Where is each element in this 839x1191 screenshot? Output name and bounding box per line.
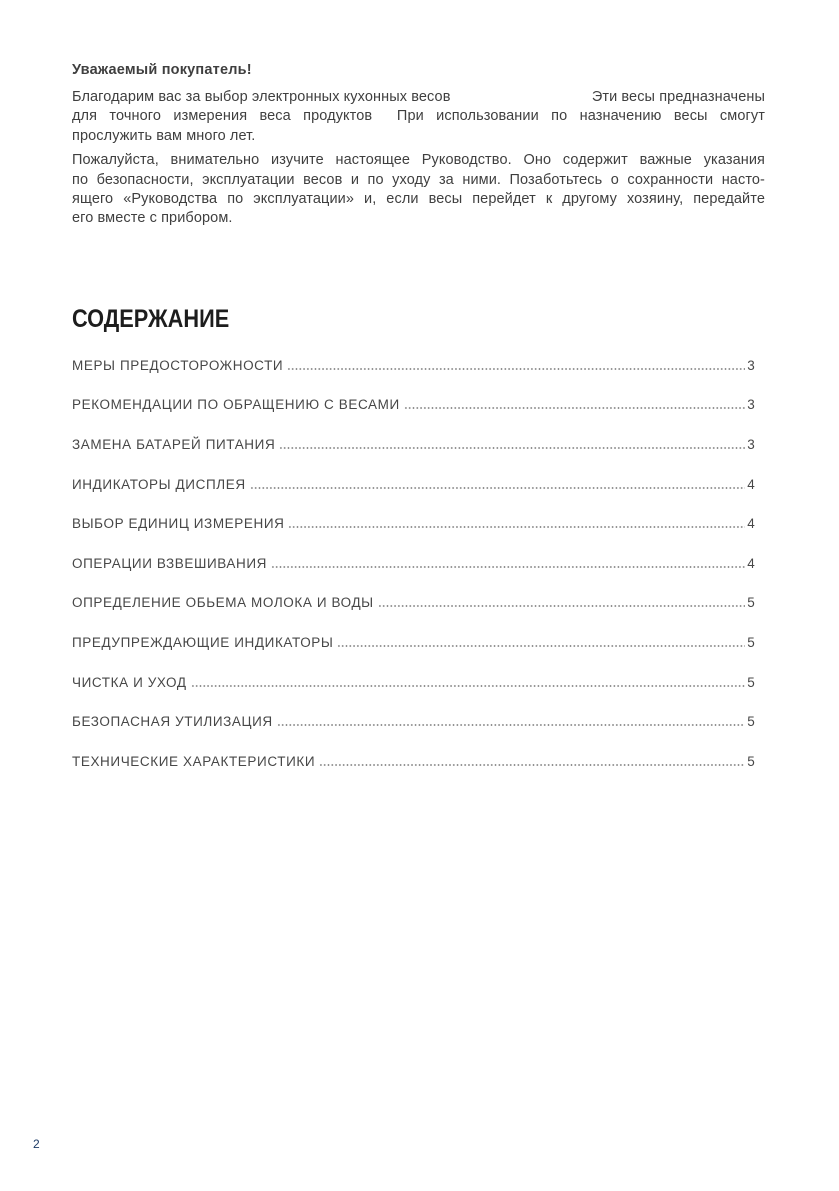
- toc-entry-label: ВЫБОР ЕДИНИЦ ИЗМЕРЕНИЯ: [72, 516, 285, 532]
- toc-entry: [72, 594, 755, 634]
- intro-paragraph-1: [72, 88, 765, 146]
- toc-entry: [72, 476, 755, 516]
- toc-leader-dots: [279, 447, 745, 449]
- toc-entry-page: 5: [747, 595, 755, 611]
- toc-title: СОДЕРЖАНИЕ: [72, 304, 230, 333]
- paragraph-line: по безопасности, эксплуатации весов и по уходу за ними. Позаботьтесь о сохранности насто-: [72, 171, 765, 188]
- paragraph-line: для точного измерения веса продуктов При использовании по назначению весы смогут: [72, 108, 765, 125]
- toc-leader-dots: [287, 368, 745, 370]
- toc-entry: [72, 634, 755, 674]
- greeting-heading: Уважаемый покупатель!: [72, 62, 252, 78]
- toc-entry: [72, 674, 755, 714]
- toc-entry-page: 5: [747, 635, 755, 650]
- paragraph-line: Пожалуйста, внимательно изучите настоящее Руководство. Оно содержит важные указания: [72, 152, 765, 169]
- toc-entry-label: ПРЕДУПРЕЖДАЮЩИЕ ИНДИКАТОРЫ: [72, 635, 334, 650]
- paragraph-line: ящего «Руководства по эксплуатации» и, если весы перейдет к другому хозяину, передайте: [72, 191, 765, 208]
- toc-leader-dots: [191, 685, 746, 687]
- intro-paragraph-2: [72, 151, 765, 229]
- toc-entry-label: ОПЕРАЦИИ ВЗВЕШИВАНИЯ: [72, 555, 268, 571]
- toc-entry: [72, 555, 755, 595]
- paragraph-line: [72, 88, 765, 107]
- toc-leader-dots: [277, 724, 745, 726]
- toc-entry-page: 3: [747, 437, 755, 453]
- paragraph-line: его вместе с прибором.: [72, 210, 233, 227]
- toc-entry-label: ИНДИКАТОРЫ ДИСПЛЕЯ: [72, 476, 246, 492]
- toc-entry: [72, 713, 755, 753]
- toc-list: [72, 357, 765, 793]
- toc-entry-label: ЧИСТКА И УХОД: [72, 674, 187, 690]
- toc-leader-dots: [378, 605, 745, 607]
- page-content: [72, 0, 765, 792]
- toc-entry: [72, 396, 755, 436]
- toc-entry-label: ОПРЕДЕЛЕНИЕ ОБЬЕМА МОЛОКА И ВОДЫ: [72, 595, 374, 611]
- toc-leader-dots: [337, 645, 745, 647]
- toc-entry: [72, 357, 755, 397]
- toc-entry: [72, 753, 755, 793]
- toc-leader-dots: [319, 764, 745, 766]
- paragraph-text: Эти весы предназначены: [591, 89, 765, 105]
- toc-entry-page: 5: [747, 674, 755, 690]
- toc-entry-page: 4: [747, 555, 755, 571]
- toc-leader-dots: [404, 407, 745, 409]
- toc-entry: [72, 436, 755, 476]
- toc-entry-label: ЗАМЕНА БАТАРЕЙ ПИТАНИЯ: [72, 437, 276, 453]
- toc-leader-dots: [271, 566, 745, 568]
- toc-leader-dots: [250, 487, 746, 489]
- toc-entry: [72, 515, 755, 555]
- page-number: 2: [33, 1137, 40, 1151]
- toc-entry-label: РЕКОМЕНДАЦИИ ПО ОБРАЩЕНИЮ С ВЕСАМИ: [72, 397, 400, 413]
- toc-entry-page: 5: [747, 753, 755, 769]
- toc-entry-page: 3: [747, 397, 755, 413]
- toc-entry-label: ТЕХНИЧЕСКИЕ ХАРАКТЕРИСТИКИ: [72, 753, 316, 769]
- toc-entry-page: 5: [747, 714, 755, 730]
- toc-entry-page: 4: [747, 476, 755, 492]
- paragraph-text: Благодарим вас за выбор электронных кухонных весов: [72, 89, 451, 105]
- toc-leader-dots: [288, 526, 745, 528]
- toc-entry-label: БЕЗОПАСНАЯ УТИЛИЗАЦИЯ: [72, 714, 273, 730]
- toc-entry-page: 3: [747, 357, 755, 373]
- toc-entry-page: 4: [747, 516, 755, 532]
- toc-entry-label: МЕРЫ ПРЕДОСТОРОЖНОСТИ: [72, 357, 284, 373]
- paragraph-line: прослужить вам много лет.: [72, 127, 256, 144]
